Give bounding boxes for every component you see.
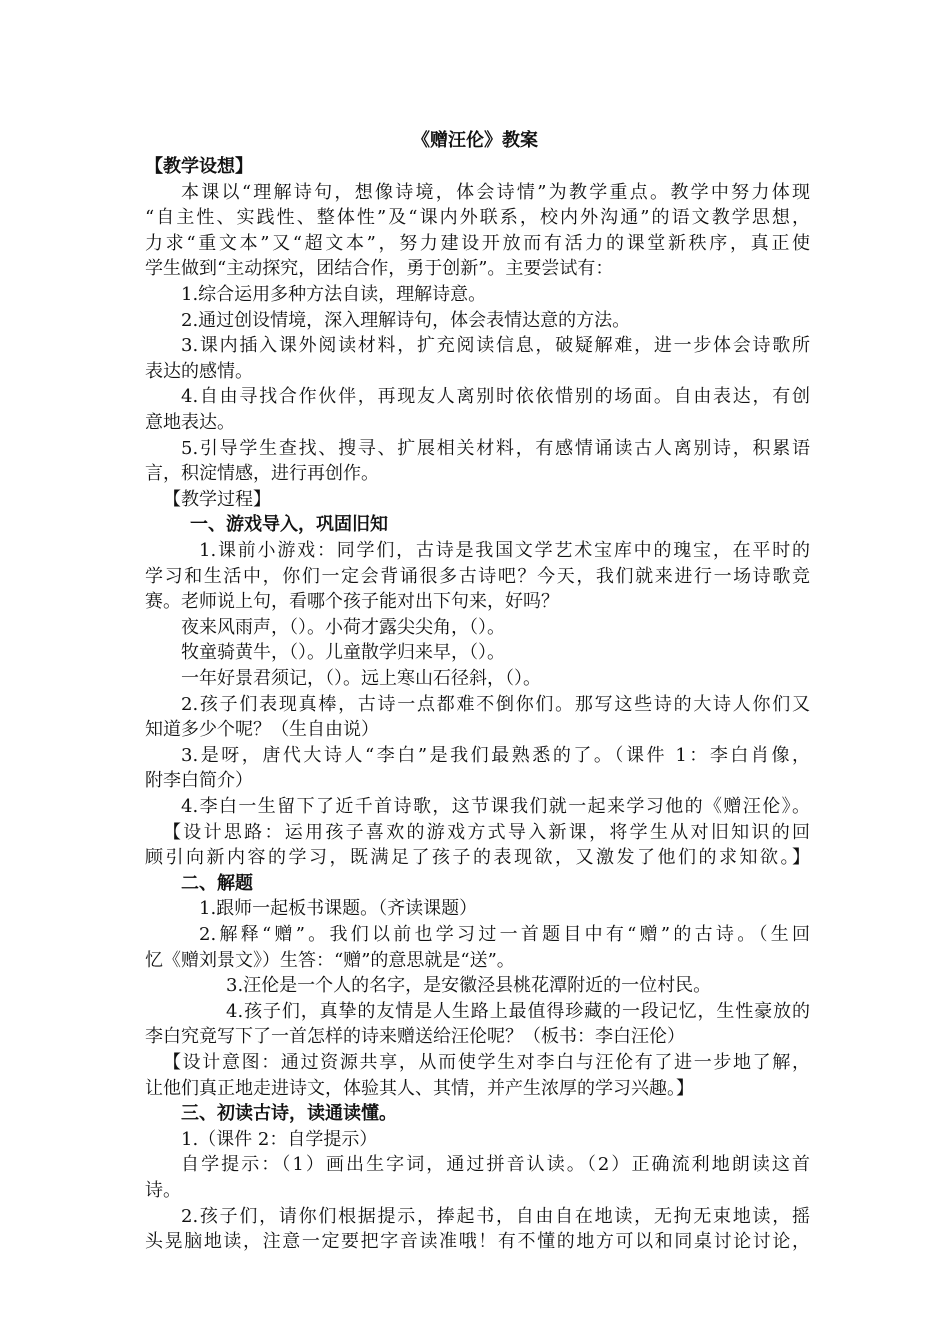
paragraph-line: 1.跟师一起板书课题。（齐读课题） bbox=[199, 898, 478, 919]
list-item: 3.课内插入课外阅读材料，扩充阅读信息，破疑解难，进一步体会诗歌所 bbox=[181, 335, 810, 356]
paragraph-line: 李白究竟写下了一首怎样的诗来赠送给汪伦呢？（板书：李白汪伦） bbox=[145, 1026, 685, 1047]
paragraph-line: 3.是呀，唐代大诗人“李白”是我们最熟悉的了。（课件 1：李白肖像， bbox=[181, 745, 810, 766]
paragraph-line: 2.解释“赠”。我们以前也学习过一首题目中有“赠”的古诗。（生回 bbox=[199, 924, 810, 945]
paragraph-line: 3.汪伦是一个人的名字，是安徽泾县桃花潭附近的一位村民。 bbox=[226, 975, 712, 996]
paragraph-line: “自主性、实践性、整体性”及“课内外联系，校内外沟通”的语文教学思想， bbox=[145, 207, 810, 228]
heading-teaching-design: 【教学设想】 bbox=[145, 156, 253, 177]
paragraph-line: 头晃脑地读，注意一定要把字音读准哦！有不懂的地方可以和同桌讨论讨论， bbox=[145, 1231, 810, 1252]
document-title: 《赠汪伦》教案 bbox=[412, 130, 538, 151]
section-heading-2: 二、解题 bbox=[181, 873, 253, 894]
section-heading-3: 三、初读古诗，读通读懂。 bbox=[181, 1103, 397, 1124]
section-heading-1: 一、游戏导入，巩固旧知 bbox=[190, 514, 388, 535]
list-item: 4.自由寻找合作伙伴，再现友人离别时依依惜别的场面。自由表达，有创 bbox=[181, 386, 810, 407]
paragraph-line: 诗。 bbox=[145, 1180, 181, 1201]
list-item: 意地表达。 bbox=[145, 412, 235, 433]
design-note: 【设计思路：运用孩子喜欢的游戏方式导入新课，将学生从对旧知识的回 bbox=[163, 822, 810, 843]
paragraph-line: 知道多少个呢？（生自由说） bbox=[145, 719, 379, 740]
paragraph-line: 附李白简介） bbox=[145, 770, 253, 791]
paragraph-line: 忆《赠刘景文》）生答：“赠”的意思就是“送”。 bbox=[145, 950, 515, 971]
paragraph-line: 2.孩子们表现真棒，古诗一点都难不倒你们。那写这些诗的大诗人你们又 bbox=[181, 694, 810, 715]
paragraph-line: 4.孩子们，真挚的友情是人生路上最值得珍藏的一段记忆，生性豪放的 bbox=[226, 1001, 810, 1022]
design-note: 【设计意图：通过资源共享，从而使学生对李白与汪伦有了进一步地了解， bbox=[163, 1052, 810, 1073]
paragraph-line: 本课以“理解诗句，想像诗境，体会诗情”为教学重点。教学中努力体现 bbox=[181, 182, 810, 203]
paragraph-line: 力求“重文本”又“超文本”，努力建设开放而有活力的课堂新秩序，真正使 bbox=[145, 233, 810, 254]
list-item: 1.综合运用多种方法自读，理解诗意。 bbox=[181, 284, 487, 305]
poem-line: 牧童骑黄牛，（）。儿童散学归来早，（）。 bbox=[181, 642, 505, 663]
paragraph-line: 赛。老师说上句，看哪个孩子能对出下句来，好吗？ bbox=[145, 591, 559, 612]
paragraph-line: 2.孩子们，请你们根据提示，捧起书，自由自在地读，无拘无束地读，摇 bbox=[181, 1206, 810, 1227]
list-item: 表达的感情。 bbox=[145, 361, 253, 382]
list-item: 2.通过创设情境，深入理解诗句，体会表情达意的方法。 bbox=[181, 310, 631, 331]
paragraph-line: 1.课前小游戏：同学们，古诗是我国文学艺术宝库中的瑰宝，在平时的 bbox=[199, 540, 810, 561]
paragraph-line: 学习和生活中，你们一定会背诵很多古诗吧？今天，我们就来进行一场诗歌竞 bbox=[145, 566, 810, 587]
heading-teaching-process: 【教学过程】 bbox=[163, 489, 271, 510]
paragraph-line: 学生做到“主动探究，团结合作，勇于创新”。主要尝试有： bbox=[145, 258, 614, 279]
list-item: 言，积淀情感，进行再创作。 bbox=[145, 463, 379, 484]
design-note: 让他们真正地走进诗文，体验其人、其情，并产生浓厚的学习兴趣。】 bbox=[145, 1078, 694, 1099]
paragraph-line: 4.李白一生留下了近千首诗歌，这节课我们就一起来学习他的《赠汪伦》。 bbox=[181, 796, 810, 817]
design-note: 顾引向新内容的学习，既满足了孩子的表现欲，又激发了他们的求知欲。】 bbox=[145, 847, 810, 868]
paragraph-line: 自学提示：（1）画出生字词，通过拼音认读。（2）正确流利地朗读这首 bbox=[181, 1154, 810, 1175]
list-item: 5.引导学生查找、搜寻、扩展相关材料，有感情诵读古人离别诗，积累语 bbox=[181, 438, 810, 459]
poem-line: 夜来风雨声，（）。小荷才露尖尖角，（）。 bbox=[181, 617, 505, 638]
poem-line: 一年好景君须记，（）。远上寒山石径斜，（）。 bbox=[181, 668, 541, 689]
paragraph-line: 1.（课件 2：自学提示） bbox=[181, 1129, 378, 1150]
